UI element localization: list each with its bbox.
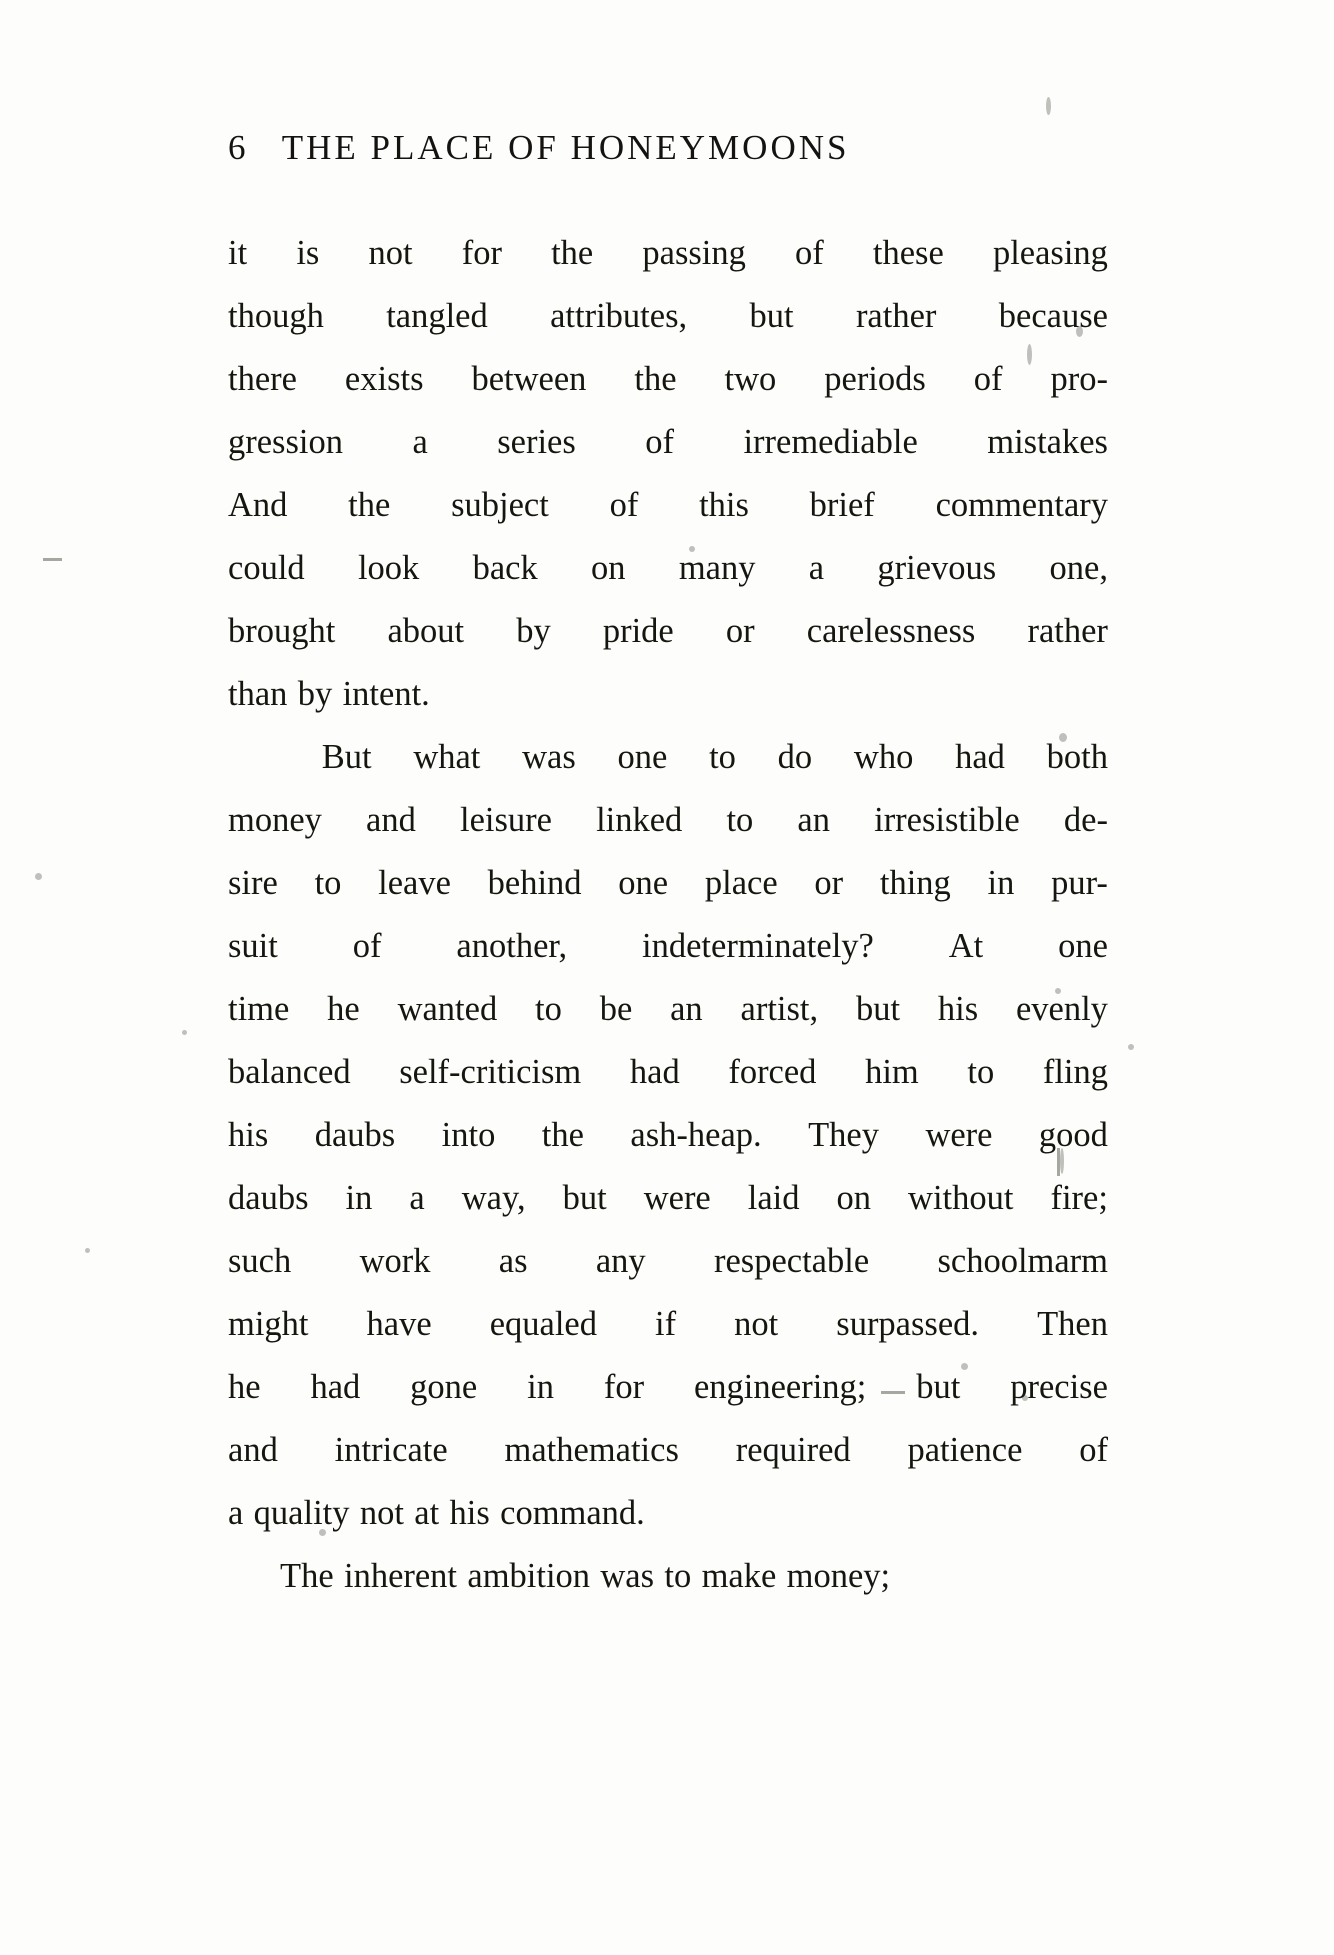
text-line	[228, 1167, 1108, 1230]
word: fling	[1042, 1053, 1108, 1091]
word: irremediable	[743, 423, 918, 461]
word: the	[551, 234, 594, 272]
scan-speck	[35, 873, 42, 880]
word: self-criticism	[399, 1053, 582, 1091]
word: indeterminately?	[642, 927, 874, 965]
text-line	[228, 348, 1108, 411]
word: command.	[500, 1494, 645, 1532]
word: about	[387, 612, 465, 650]
word: brought	[228, 612, 336, 650]
word: place	[704, 864, 778, 902]
book-title: THE PLACE OF HONEYMOONS	[281, 128, 850, 167]
word: look	[357, 549, 420, 587]
word: schoolmarm	[937, 1242, 1108, 1280]
word: linked	[596, 801, 683, 839]
text-line	[228, 1545, 1108, 1608]
word: is	[296, 234, 320, 272]
word: because	[998, 297, 1108, 335]
text-line	[228, 1041, 1108, 1104]
word: series	[497, 423, 576, 461]
word: or	[725, 612, 755, 650]
word: make	[701, 1557, 777, 1595]
word: The	[280, 1557, 334, 1595]
word: into	[441, 1116, 496, 1154]
text-line	[228, 789, 1108, 852]
word: They	[808, 1116, 879, 1154]
word: de-	[1063, 801, 1108, 839]
word: of	[795, 234, 824, 272]
word: to	[664, 1557, 692, 1595]
word: without	[908, 1179, 1014, 1217]
running-head	[228, 128, 1138, 168]
word: periods	[824, 360, 926, 398]
word: not	[368, 234, 413, 272]
text-line	[228, 411, 1108, 474]
text-line	[228, 1293, 1108, 1356]
word: And	[228, 486, 288, 524]
paragraph	[228, 726, 1138, 1545]
page-content	[228, 128, 1138, 1608]
word: one	[618, 864, 669, 902]
word: in	[987, 864, 1015, 902]
word: work	[359, 1242, 431, 1280]
word: of	[973, 360, 1003, 398]
word: him	[865, 1053, 919, 1091]
word: But	[321, 738, 372, 776]
word: commentary	[935, 486, 1108, 524]
word: in	[527, 1368, 554, 1406]
text-line	[228, 726, 1108, 789]
text-line	[228, 1104, 1108, 1167]
page-number: 6	[228, 128, 248, 167]
word: had	[310, 1368, 361, 1406]
word: evenly	[1015, 990, 1108, 1028]
word: rather	[1027, 612, 1108, 650]
text-line	[228, 1419, 1108, 1482]
word: of	[1079, 1431, 1108, 1469]
word: laid	[747, 1179, 800, 1217]
word: on	[836, 1179, 872, 1217]
word: way,	[461, 1179, 526, 1217]
word: if	[655, 1305, 677, 1343]
word: inherent	[343, 1557, 458, 1595]
word: both	[1046, 738, 1108, 776]
text-line	[228, 537, 1108, 600]
scan-speck	[1046, 97, 1051, 115]
text-line	[228, 222, 1108, 285]
word: it	[228, 234, 248, 272]
word: to	[709, 738, 736, 776]
paragraph-indent	[228, 726, 280, 789]
text-line	[228, 1482, 1108, 1545]
word: passing	[642, 234, 746, 272]
word: pride	[602, 612, 674, 650]
word: but	[749, 297, 794, 335]
word: a	[808, 549, 825, 587]
word: was	[600, 1557, 655, 1595]
word: leave	[378, 864, 451, 902]
word: engineering;	[693, 1368, 867, 1406]
text-line	[228, 1356, 1108, 1419]
word: but	[916, 1368, 961, 1406]
word: one	[1058, 927, 1108, 965]
word: he	[327, 990, 360, 1028]
word: not	[734, 1305, 779, 1343]
word: a	[412, 423, 428, 461]
word: an	[670, 990, 703, 1028]
word: pur-	[1051, 864, 1108, 902]
word: were	[643, 1179, 711, 1217]
word: the	[348, 486, 391, 524]
word: not	[359, 1494, 404, 1532]
word: for	[461, 234, 502, 272]
word: two	[724, 360, 777, 398]
word: of	[645, 423, 674, 461]
word: what	[413, 738, 481, 776]
word: intent.	[342, 675, 430, 713]
word: intricate	[334, 1431, 448, 1469]
word: daubs	[314, 1116, 396, 1154]
text-line	[228, 285, 1108, 348]
word: in	[345, 1179, 373, 1217]
word: subject	[451, 486, 549, 524]
word: the	[634, 360, 677, 398]
word: a	[228, 1494, 244, 1532]
word: were	[925, 1116, 993, 1154]
word: attributes,	[550, 297, 688, 335]
word: to	[967, 1053, 995, 1091]
scan-speck	[85, 1248, 90, 1253]
word: many	[678, 549, 756, 587]
word: ambition	[467, 1557, 591, 1595]
word: mistakes	[987, 423, 1108, 461]
word: as	[498, 1242, 528, 1280]
word: and	[228, 1431, 278, 1469]
word: a	[409, 1179, 425, 1217]
body-text	[228, 222, 1138, 1608]
text-line	[228, 1230, 1108, 1293]
word: his	[937, 990, 979, 1028]
word: wanted	[397, 990, 498, 1028]
word: carelessness	[806, 612, 976, 650]
word: leisure	[459, 801, 552, 839]
word: surpassed.	[836, 1305, 980, 1343]
paragraph	[228, 222, 1138, 726]
word: fire;	[1050, 1179, 1108, 1217]
word: by	[297, 675, 333, 713]
word: forced	[728, 1053, 817, 1091]
word: money;	[786, 1557, 891, 1595]
word: sire	[228, 864, 278, 902]
word: to	[535, 990, 562, 1028]
word: behind	[487, 864, 582, 902]
text-line	[228, 978, 1108, 1041]
word: ash-heap.	[630, 1116, 762, 1154]
word: these	[872, 234, 944, 272]
word: quality	[253, 1494, 350, 1532]
word: be	[599, 990, 633, 1028]
word: and	[366, 801, 416, 839]
text-line	[228, 474, 1108, 537]
word: balanced	[228, 1053, 351, 1091]
text-line	[228, 600, 1108, 663]
word: this	[699, 486, 749, 524]
text-line	[228, 915, 1108, 978]
word: daubs	[228, 1179, 309, 1217]
word: thing	[879, 864, 951, 902]
word: was	[522, 738, 576, 776]
paragraph	[228, 1545, 1138, 1608]
word: do	[777, 738, 813, 776]
word: gression	[228, 423, 343, 461]
word: the	[541, 1116, 584, 1154]
word: good	[1038, 1116, 1108, 1154]
word: brief	[809, 486, 875, 524]
word: or	[814, 864, 844, 902]
word: pro-	[1050, 360, 1108, 398]
word: he	[228, 1368, 261, 1406]
word: might	[228, 1305, 309, 1343]
word: precise	[1010, 1368, 1108, 1406]
word: patience	[907, 1431, 1023, 1469]
word: artist,	[740, 990, 819, 1028]
word: At	[948, 927, 984, 965]
word: respectable	[713, 1242, 870, 1280]
word: could	[228, 549, 305, 587]
word: such	[228, 1242, 292, 1280]
word: back	[472, 549, 538, 587]
word: rather	[855, 297, 937, 335]
word: time	[228, 990, 290, 1028]
word: of	[352, 927, 382, 965]
word: his	[228, 1116, 269, 1154]
word: suit	[228, 927, 278, 965]
word: grievous	[877, 549, 997, 587]
word: an	[797, 801, 830, 839]
word: one,	[1049, 549, 1108, 587]
word: tangled	[386, 297, 488, 335]
text-line	[228, 663, 1108, 726]
word: exists	[344, 360, 424, 398]
word: between	[471, 360, 587, 398]
word: irresistible	[874, 801, 1020, 839]
word: on	[591, 549, 626, 587]
word: required	[735, 1431, 851, 1469]
paragraph-indent	[228, 1545, 280, 1608]
word: had	[955, 738, 1005, 776]
word: Then	[1037, 1305, 1108, 1343]
word: equaled	[489, 1305, 597, 1343]
word: pleasing	[992, 234, 1108, 272]
word: for	[603, 1368, 645, 1406]
word: to	[314, 864, 342, 902]
word: another,	[456, 927, 568, 965]
scan-dash	[43, 558, 62, 561]
word: money	[228, 801, 322, 839]
word: to	[726, 801, 754, 839]
word: any	[595, 1242, 646, 1280]
word: though	[228, 297, 324, 335]
word: one	[617, 738, 668, 776]
word: but	[855, 990, 901, 1028]
word: there	[228, 360, 297, 398]
word: than	[228, 675, 288, 713]
word: but	[562, 1179, 607, 1217]
word: had	[629, 1053, 680, 1091]
word: his	[449, 1494, 490, 1532]
word: by	[516, 612, 551, 650]
word: have	[366, 1305, 432, 1343]
word: gone	[410, 1368, 478, 1406]
scan-speck	[182, 1030, 187, 1035]
word: of	[609, 486, 639, 524]
word: at	[414, 1494, 440, 1532]
word: who	[853, 738, 914, 776]
word: mathematics	[504, 1431, 679, 1469]
text-line	[228, 852, 1108, 915]
